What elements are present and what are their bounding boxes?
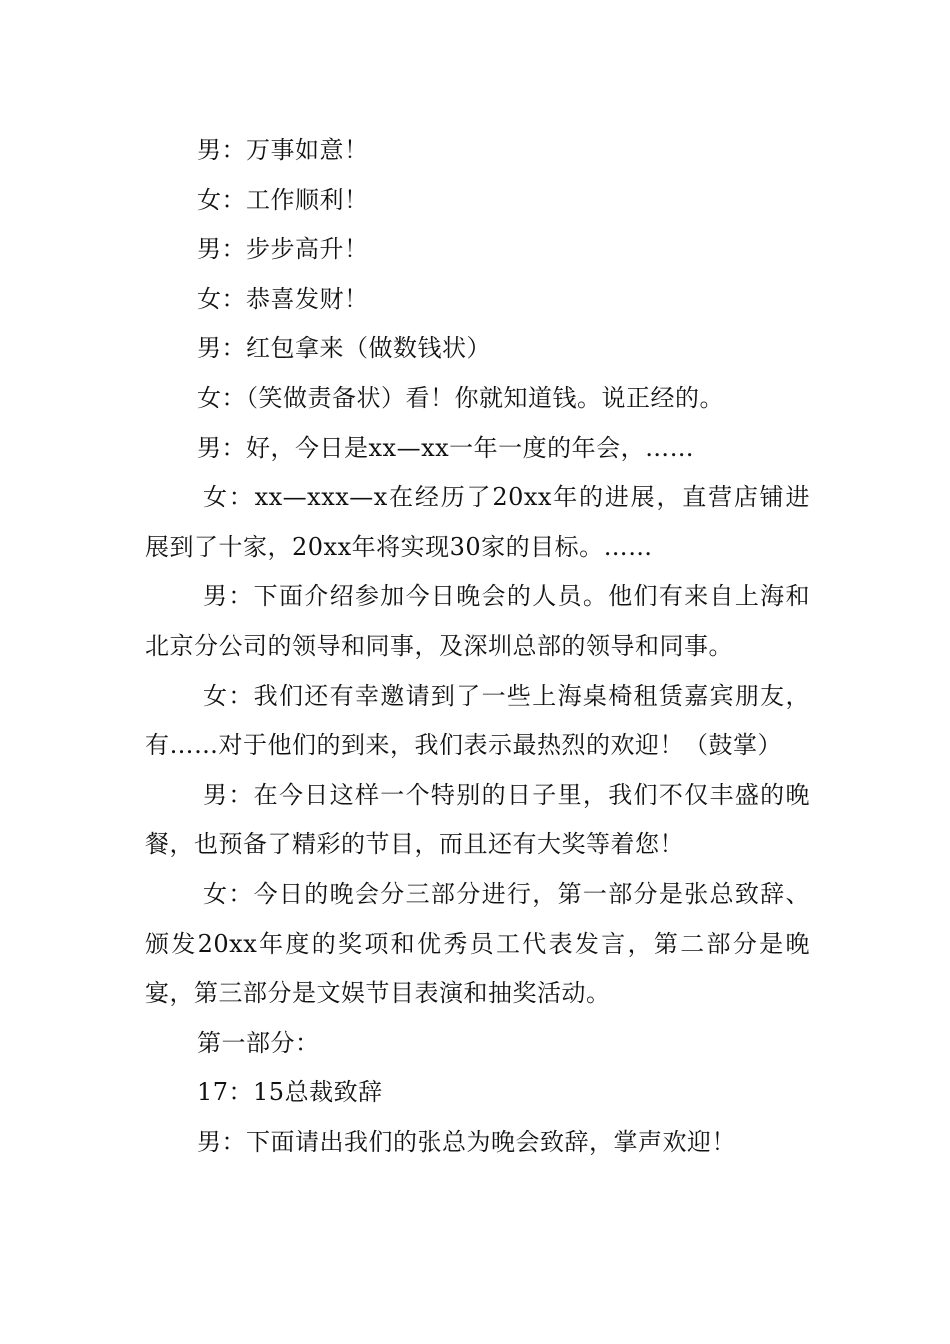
paragraph: 男：好，今日是xx—xx一年一度的年会，…… — [197, 433, 695, 462]
paragraph: 女：工作顺利！ — [197, 185, 369, 214]
document-body — [145, 126, 810, 1167]
paragraph: 女：我们还有幸邀请到了一些上海桌椅租赁嘉宾朋友，有……对于他们的到来，我们表示最热烈的欢迎！（鼓掌） — [145, 681, 810, 760]
paragraph: 男：下面介绍参加今日晚会的人员。他们有来自上海和北京分公司的领导和同事，及深圳总部的领导和同事。 — [145, 582, 810, 660]
paragraph: 男：在今日这样一个特别的日子里，我们不仅丰盛的晚餐，也预备了精彩的节目，而且还有大奖等着您！ — [145, 780, 810, 859]
paragraph: 女：（笑做责备状）看！你就知道钱。说正经的。 — [197, 383, 724, 412]
paragraph: 女：xx—xxx—x在经历了20xx年的进展，直营店铺进展到了十家，20xx年将实现30家的目标。…… — [145, 483, 810, 561]
paragraph: 女：恭喜发财！ — [197, 284, 369, 313]
paragraph: 女：今日的晚会分三部分进行，第一部分是张总致辞、颁发20xx年度的奖项和优秀员工代表发言，第二部分是晚宴，第三部分是文娱节目表演和抽奖活动。 — [145, 879, 810, 1008]
paragraph: 男：下面请出我们的张总为晚会致辞，掌声欢迎！ — [197, 1127, 736, 1156]
paragraph: 男：万事如意！ — [197, 136, 369, 164]
paragraph: 男：步步高升！ — [197, 235, 369, 264]
paragraph: 男：红包拿来（做数钱状） — [197, 334, 491, 363]
schedule-item: 17：15总裁致辞 — [197, 1078, 383, 1107]
section-heading: 第一部分： — [197, 1028, 320, 1057]
